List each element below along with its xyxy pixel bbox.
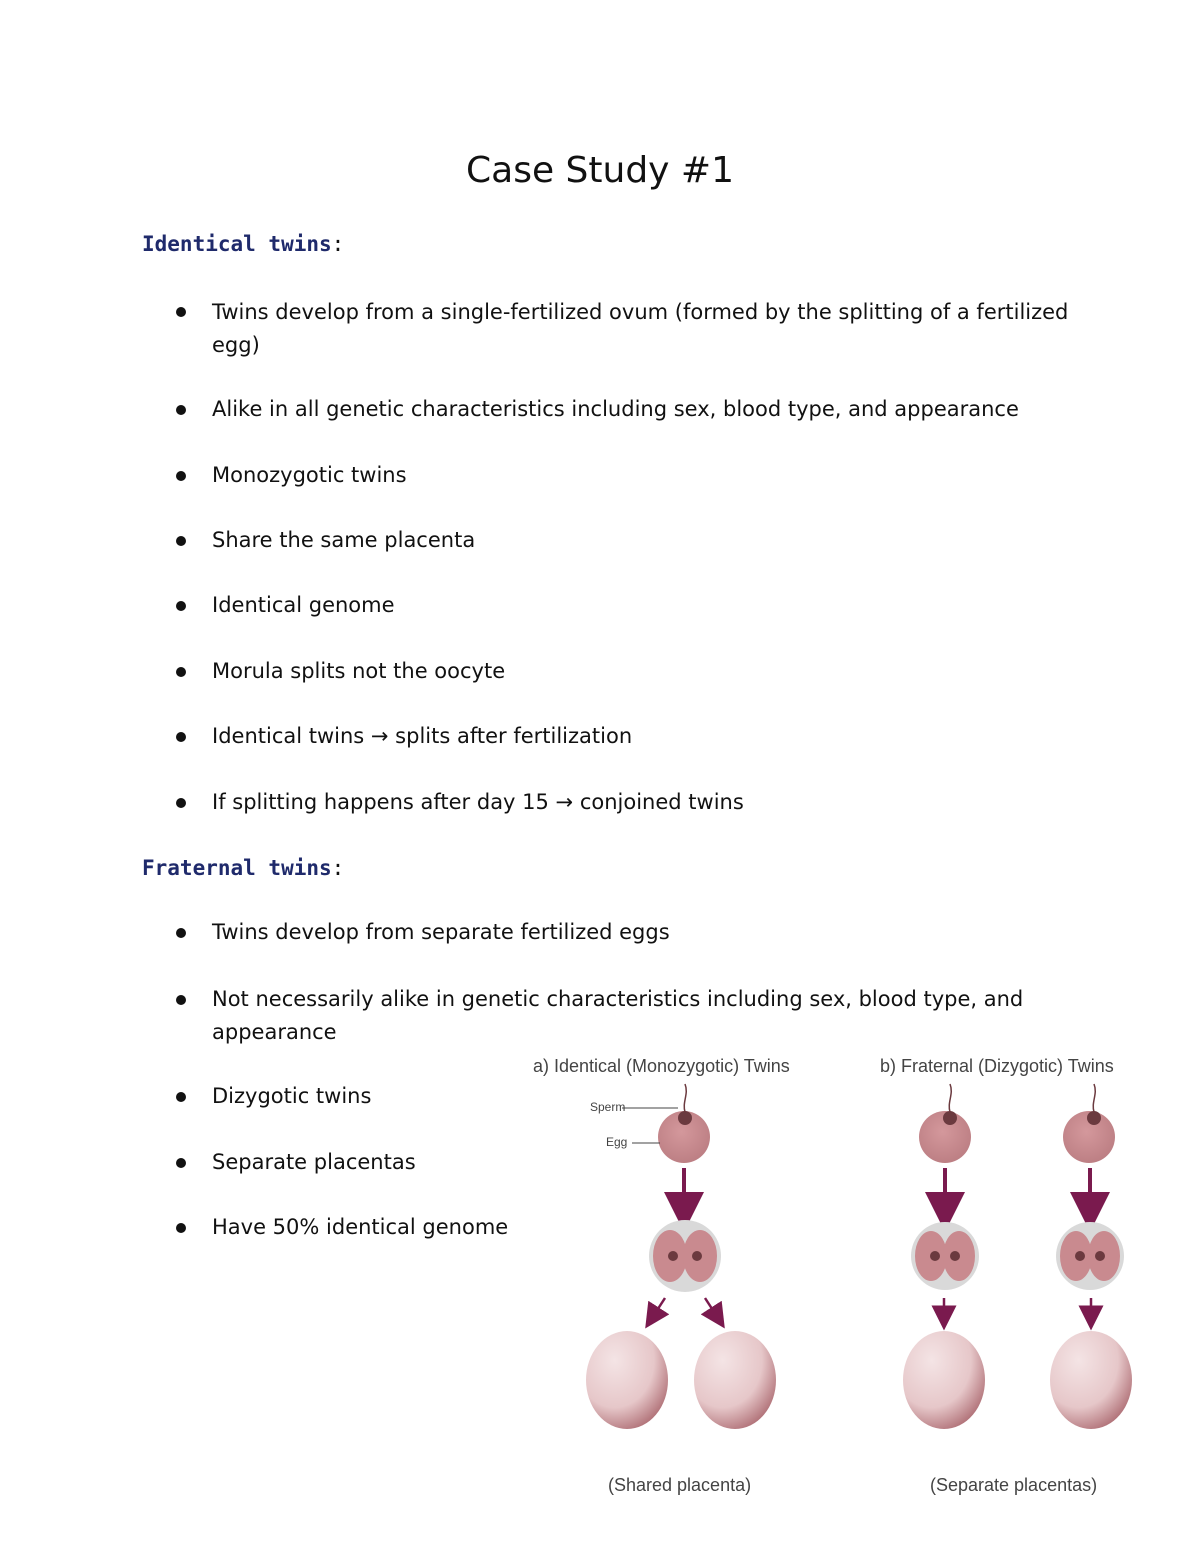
identical-item-6: Morula splits not the oocyte bbox=[212, 659, 506, 683]
identical-zygote-two-cell bbox=[649, 1220, 721, 1292]
separate-placentas-caption: (Separate placentas) bbox=[930, 1475, 1098, 1495]
shared-placenta-caption: (Shared placenta) bbox=[608, 1475, 752, 1495]
placenta-icon bbox=[1050, 1331, 1132, 1429]
fraternal-item-3: Dizygotic twins bbox=[212, 1084, 372, 1108]
fraternal-item-4: Separate placentas bbox=[212, 1150, 416, 1174]
identical-item-3: Monozygotic twins bbox=[212, 463, 407, 487]
fraternal-item-5: Have 50% identical genome bbox=[212, 1215, 509, 1239]
identical-heading-colon: : bbox=[331, 232, 345, 256]
split-left-arrow-icon bbox=[652, 1298, 665, 1318]
fraternal-item-1: Twins develop from separate fertilized eggs bbox=[212, 920, 670, 944]
identical-item-7: Identical twins → splits after fertilization bbox=[212, 724, 633, 748]
fraternal-heading-text: Fraternal twins bbox=[142, 856, 332, 880]
identical-item-2: Alike in all genetic characteristics including sex, blood type, and appearance bbox=[212, 397, 1019, 421]
sperm-label: Sperm bbox=[590, 1100, 626, 1114]
placenta-icon bbox=[694, 1331, 776, 1429]
placenta-icon bbox=[903, 1331, 985, 1429]
fraternal-diagram-title: b) Fraternal (Dizygotic) Twins bbox=[880, 1056, 1114, 1076]
placenta-icon bbox=[586, 1331, 668, 1429]
identical-fertilized-egg bbox=[658, 1084, 710, 1163]
identical-diagram-title: a) Identical (Monozygotic) Twins bbox=[533, 1056, 790, 1076]
page-title: Case Study #1 bbox=[466, 150, 734, 191]
identical-item-8: If splitting happens after day 15 → conjoined twins bbox=[212, 790, 744, 814]
identical-item-4: Share the same placenta bbox=[212, 528, 476, 552]
identical-item-5: Identical genome bbox=[212, 593, 395, 617]
fraternal-zygote-two-cell-1 bbox=[911, 1222, 979, 1290]
identical-item-1: Twins develop from a single-fertilized ovum (formed by the splitting of a fertilized egg) bbox=[212, 300, 1069, 357]
fraternal-fertilized-egg-2 bbox=[1063, 1084, 1115, 1163]
identical-heading-text: Identical twins bbox=[142, 232, 332, 256]
fraternal-item-2: Not necessarily alike in genetic characteristics including sex, blood type, and appearance bbox=[212, 987, 1024, 1044]
fraternal-heading-colon: : bbox=[331, 856, 345, 880]
egg-label: Egg bbox=[606, 1135, 628, 1149]
fraternal-fertilized-egg-1 bbox=[919, 1084, 971, 1163]
split-right-arrow-icon bbox=[705, 1298, 718, 1318]
fraternal-zygote-two-cell-2 bbox=[1056, 1222, 1124, 1290]
